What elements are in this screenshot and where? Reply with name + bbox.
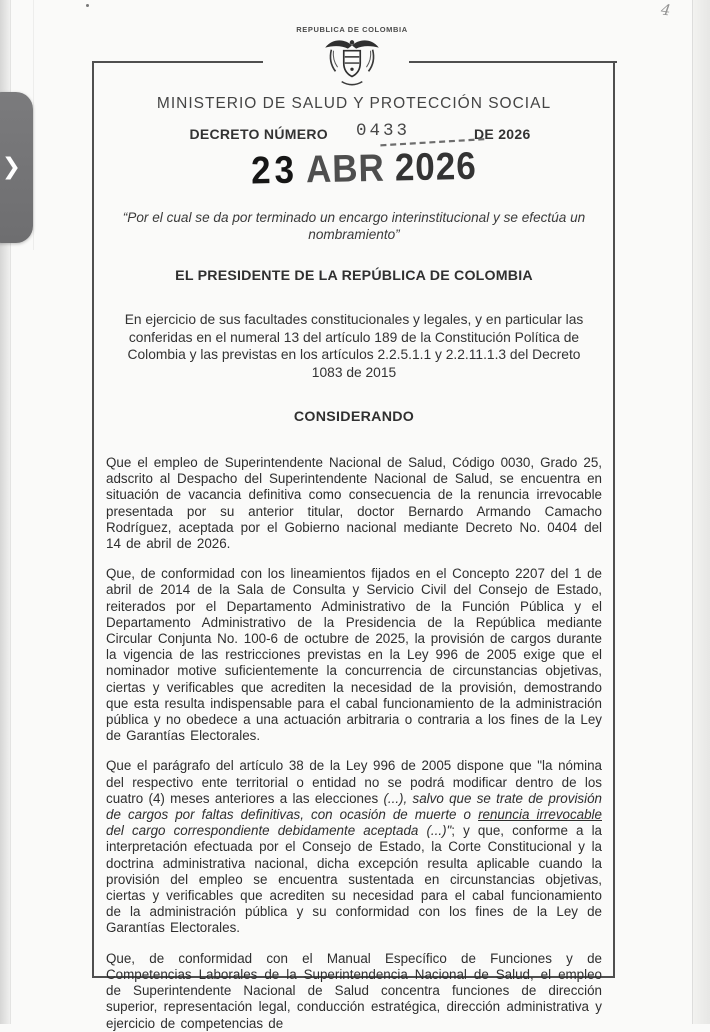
paper-fold-line bbox=[33, 0, 34, 250]
stamp-year: 2026 bbox=[394, 144, 478, 190]
stamp-day: 23 bbox=[250, 148, 299, 193]
consideration-paragraph: Que el empleo de Superintendente Nacional de Salud, Código 0030, Grado 25, adscrito al Despacho del Superintendente Nacional de Salud, se encuentra en situación de vacancia definitiva como consecuencia de la renuncia irrevocable presentada por su anterior titular, doctor Bernardo Armando Camacho Rodríguez, aceptada por el Gobierno nacional mediante Decreto No. 0404 del 14 de abril de 2026. bbox=[106, 455, 602, 552]
consideration-paragraph: Que, de conformidad con el Manual Específico de Funciones y de Competencias Laborales de la Superintendencia Nacional de Salud, el empleo de Superintendente Nacional de Salud concentra funciones de dirección superior, representación legal, conducción estratégica, dirección administrativa y ejercicio de competencias de bbox=[106, 950, 602, 1031]
preamble-text: En ejercicio de sus facultades constitucionales y legales, y en particular las conferidas en el numeral 13 del artículo 189 de la Constitución Política de Colombia y las previstas en los artículos 2.2.5.1.1 y 2.2.11.1.3 del Decreto 1083 de 2015 bbox=[124, 312, 584, 380]
decree-year: DE 2026 bbox=[473, 126, 531, 142]
considering-heading: CONSIDERANDO bbox=[293, 409, 415, 425]
chevron-right-icon: ❯ bbox=[1, 154, 21, 180]
coat-of-arms-icon bbox=[319, 35, 385, 87]
decree-number-row bbox=[112, 121, 608, 145]
scan-right-shadow bbox=[693, 0, 710, 1024]
decree-label: DECRETO NÚMERO bbox=[189, 126, 328, 142]
coat-of-arms bbox=[267, 25, 437, 92]
stamp-month: ABR bbox=[305, 146, 386, 192]
decree-subject: “Por el cual se da por terminado un encargo interinstitucional y se efectúa un nombramiento” bbox=[122, 210, 586, 242]
ministry-title: MINISTERIO DE SALUD Y PROTECCIÓN SOCIAL bbox=[156, 95, 552, 112]
republic-label: REPUBLICA DE COLOMBIA bbox=[296, 25, 408, 34]
consideration-paragraph: Que el parágrafo del artículo 38 de la Ley 996 de 2005 dispone que "la nómina del respectivo ente territorial o entidad no se podrá modificar dentro de los cuatro (4) meses anteriores a las elecciones (...), salvo que se trate de provisión de cargos por faltas definitivas, con ocasión de muerte o renuncia irrevocable del cargo correspondiente debidamente aceptada (...)"; y que, conforme a la interpretación efectuada por el Consejo de Estado, la Corte Constitucional y la doctrina administrativa nacional, dicha excepción resulta aplicable cuando la provisión del empleo se encuentra sustentada en circunstancias objetivas, ciertas y verificables que acrediten su necesidad para el cabal funcionamiento de la administración pública y su conformidad con los fines de la Ley de Garantías Electorales. bbox=[106, 758, 602, 936]
president-title: EL PRESIDENTE DE LA REPÚBLICA DE COLOMBIA bbox=[175, 268, 533, 284]
decree-border-box bbox=[92, 61, 615, 1031]
date-stamp-text bbox=[251, 145, 478, 194]
next-page-button[interactable] bbox=[0, 92, 33, 243]
scan-speck bbox=[86, 4, 89, 7]
decree-number: 0433 bbox=[355, 121, 410, 141]
consideration-paragraph: Que, de conformidad con los lineamientos fijados en el Concepto 2207 del 1 de abril de 2014 de la Sala de Consulta y Servicio Civil del Consejo de Estado, reiterados por el Departamento Administrativo de la Función Pública y el Departamento Administrativo de la Presidencia de la República mediante Circular Conjunta No. 100-6 de octubre de 2025, la provisión de cargos durante la vigencia de las restricciones previstas en la Ley 996 de 2005 exige que el nominador motive suficientemente la concurrencia de circunstancias objetivas, ciertas y verificables que acrediten la necesidad de la provisión, demostrando que esta resulta indispensable para el cabal funcionamiento de la administración pública y no obedece a una actuación arbitraria o contraria a los fines de la Ley de Garantías Electorales. bbox=[106, 566, 602, 744]
decree-content bbox=[94, 61, 613, 1032]
page-number-annotation: 4 bbox=[659, 0, 672, 20]
date-stamp bbox=[116, 144, 613, 204]
